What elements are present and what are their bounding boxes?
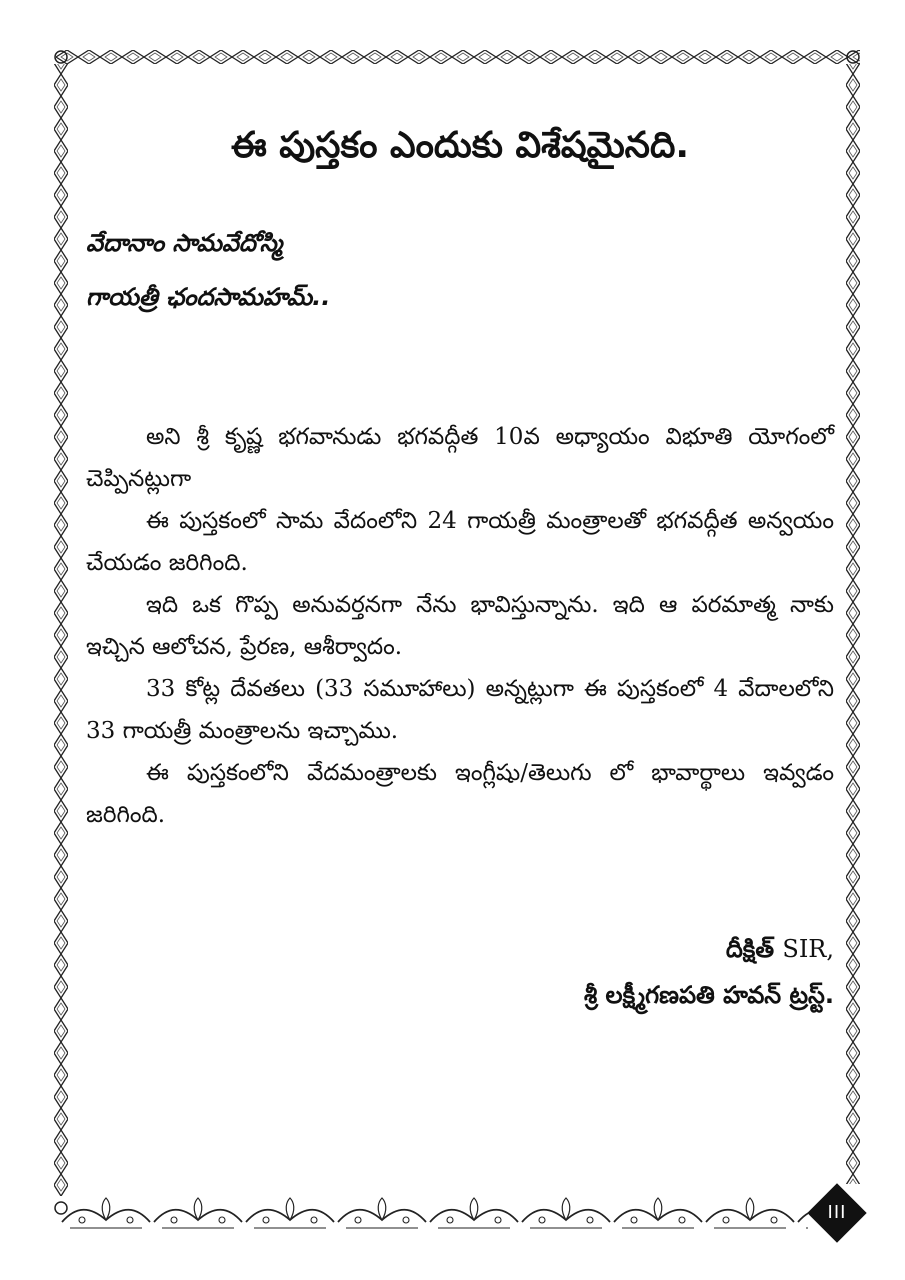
paragraph: ఇది ఒక గొప్ప అనువర్తనగా నేను భావిస్తున్నాను. ఇది ఆ పరమాత్మ నాకు ఇచ్చిన ఆలోచన, ప్రేరణ, ఆశీర్వాదం. xyxy=(86,592,834,660)
verse-line-1: వేదానాం సామవేదోస్మి xyxy=(86,229,283,257)
signature-suffix: SIR, xyxy=(782,935,834,963)
page-number: III xyxy=(827,1202,847,1223)
page-content xyxy=(86,100,834,1009)
paragraph: 33 కోట్ల దేవతలు (33 సమూహాలు) అన్నట్లుగా ఈ పుస్తకంలో 4 వేదాలలోని 33 గాయత్రీ మంత్రాలను ఇచ్చాము. xyxy=(86,676,834,744)
signature-name-line xyxy=(584,926,834,972)
body-text xyxy=(86,416,834,836)
paragraph: అని శ్రీ కృష్ణ భగవానుడు భగవద్గీత 10వ అధ్యాయం విభూతి యోగంలో చెప్పినట్లుగా xyxy=(86,424,834,492)
paragraph: ఈ పుస్తకంలో సామ వేదంలోని 24 గాయత్రీ మంత్రాలతో భగవద్గీత అన్వయం చేయడం జరిగింది. xyxy=(86,508,834,576)
verse-line-2: గాయత్రీ ఛందసామహమ్.. xyxy=(86,283,331,311)
signature-organization: శ్రీ లక్ష్మీగణపతి హవన్ ట్రస్ట్. xyxy=(584,981,834,1009)
paragraph: ఈ పుస్తకంలోని వేదమంత్రాలకు ఇంగ్లీషు/తెలుగు లో భావార్థాలు ఇవ్వడం జరిగింది. xyxy=(86,760,834,828)
sanskrit-verse xyxy=(86,216,834,324)
page-title: ఈ పుస్తకం ఎందుకు విశేషమైనది. xyxy=(230,125,690,166)
signature-name: దీక్షిత్ xyxy=(725,935,775,963)
page-number-badge xyxy=(808,1184,866,1242)
signature-block xyxy=(584,926,834,1018)
